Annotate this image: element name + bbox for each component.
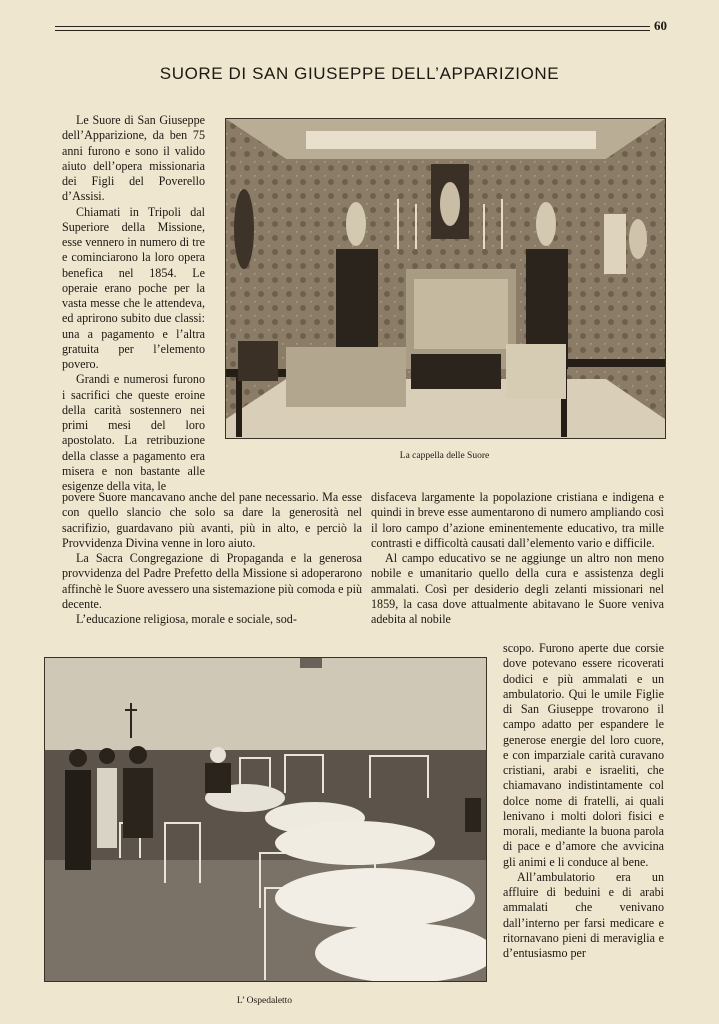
header-rule-top <box>55 26 650 27</box>
paragraph: Chiamati in Tripoli dal Superiore della Missione, esse vennero in numero di tre e cominciarono la loro opera benefica nel 1854. Le operaie erano poche per la vasta messe che le attendeva, ed aprirono subito due classi: una a pagamento e l’altra gratuita per l’elemento povero. <box>62 204 205 371</box>
paragraph: scopo. Furono aperte due corsie dove potevano essere ricoverati dodici e più ammalati e un ambulatorio. Qui le umile Figlie di San Giuseppe trovarono il campo adatto per espandere le generose energie del loro cuore, e con imparziale carità curavano cristiani, arabi e israeliti, che chiamavano indistintamente col dolce nome di fratelli, ai quali lenivano i molti dolori fisici e morali, mediante la buona parola di pace e d’amore che avvicina gli animi e li conduce al bene. <box>503 641 664 869</box>
paragraph: povere Suore mancavano anche del pane necessario. Ma esse con quello slancio che solo sa dare la generosità nel sacrifizio, guardavano più avanti, più in alto, e perciò la Provvidenza Divina venne in loro aiuto. <box>62 490 362 550</box>
chapel-caption: La cappella delle Suore <box>399 451 490 461</box>
article-title: SUORE DI SAN GIUSEPPE DELL’APPARIZIONE <box>159 64 560 83</box>
header-rule-bottom <box>55 30 650 31</box>
chapel-photo-image <box>226 119 665 438</box>
text-column-right-bottom <box>503 641 664 1009</box>
hospital-caption: L’ Ospedaletto <box>236 996 293 1006</box>
hospital-photo <box>44 657 487 982</box>
paragraph: All’ambulatorio era un affluire di beduini e di arabi ammalati che venivano dall’interno per farsi medicare e ritornavano pieni di meraviglia e d’entusiasmo per <box>503 869 664 960</box>
paragraph: disfaceva largamente la popolazione cristiana e indigena e quindi in breve esse aumentarono di numero ampliando così il loro campo d’azione eminentemente educativo, tra mille contrasti e difficoltà causati dall’elemento vario e difficile. <box>371 490 664 550</box>
text-column-right-top <box>371 490 664 645</box>
text-column-left-bottom <box>62 490 362 645</box>
paragraph: Al campo educativo se ne aggiunge un altro non meno nobile e umanitario quello della cura e assistenza degli ammalati. Così per desiderio degli zelanti missionari nel 1859, la casa dove attualmente abitavano le Suore veniva adebita al nobile <box>371 551 664 626</box>
text-column-left-top <box>62 113 205 493</box>
page-number: 60 <box>654 18 667 33</box>
hospital-photo-image <box>45 658 486 981</box>
paragraph: L’educazione religiosa, morale e sociale, sod- <box>76 612 297 626</box>
paragraph: La Sacra Congregazione di Propaganda e la generosa provvidenza del Padre Prefetto della Missione si adoperarono affinchè le Suore avessero una sistemazione più comoda e più decente. <box>62 551 362 611</box>
chapel-photo <box>225 118 666 439</box>
paragraph: Grandi e numerosi furono i sacrifici che queste eroine della carità sostennero nei primi mesi del loro apostolato. La retribuzione della classe a pagamento era misera e non bastante alle esigenze della vita, le <box>62 372 205 493</box>
paragraph: Le Suore di San Giuseppe dell’Apparizione, da ben 75 anni furono e sono il valido aiuto dell’opera missionaria dei Figli del Poverello d’Assisi. <box>62 113 205 204</box>
